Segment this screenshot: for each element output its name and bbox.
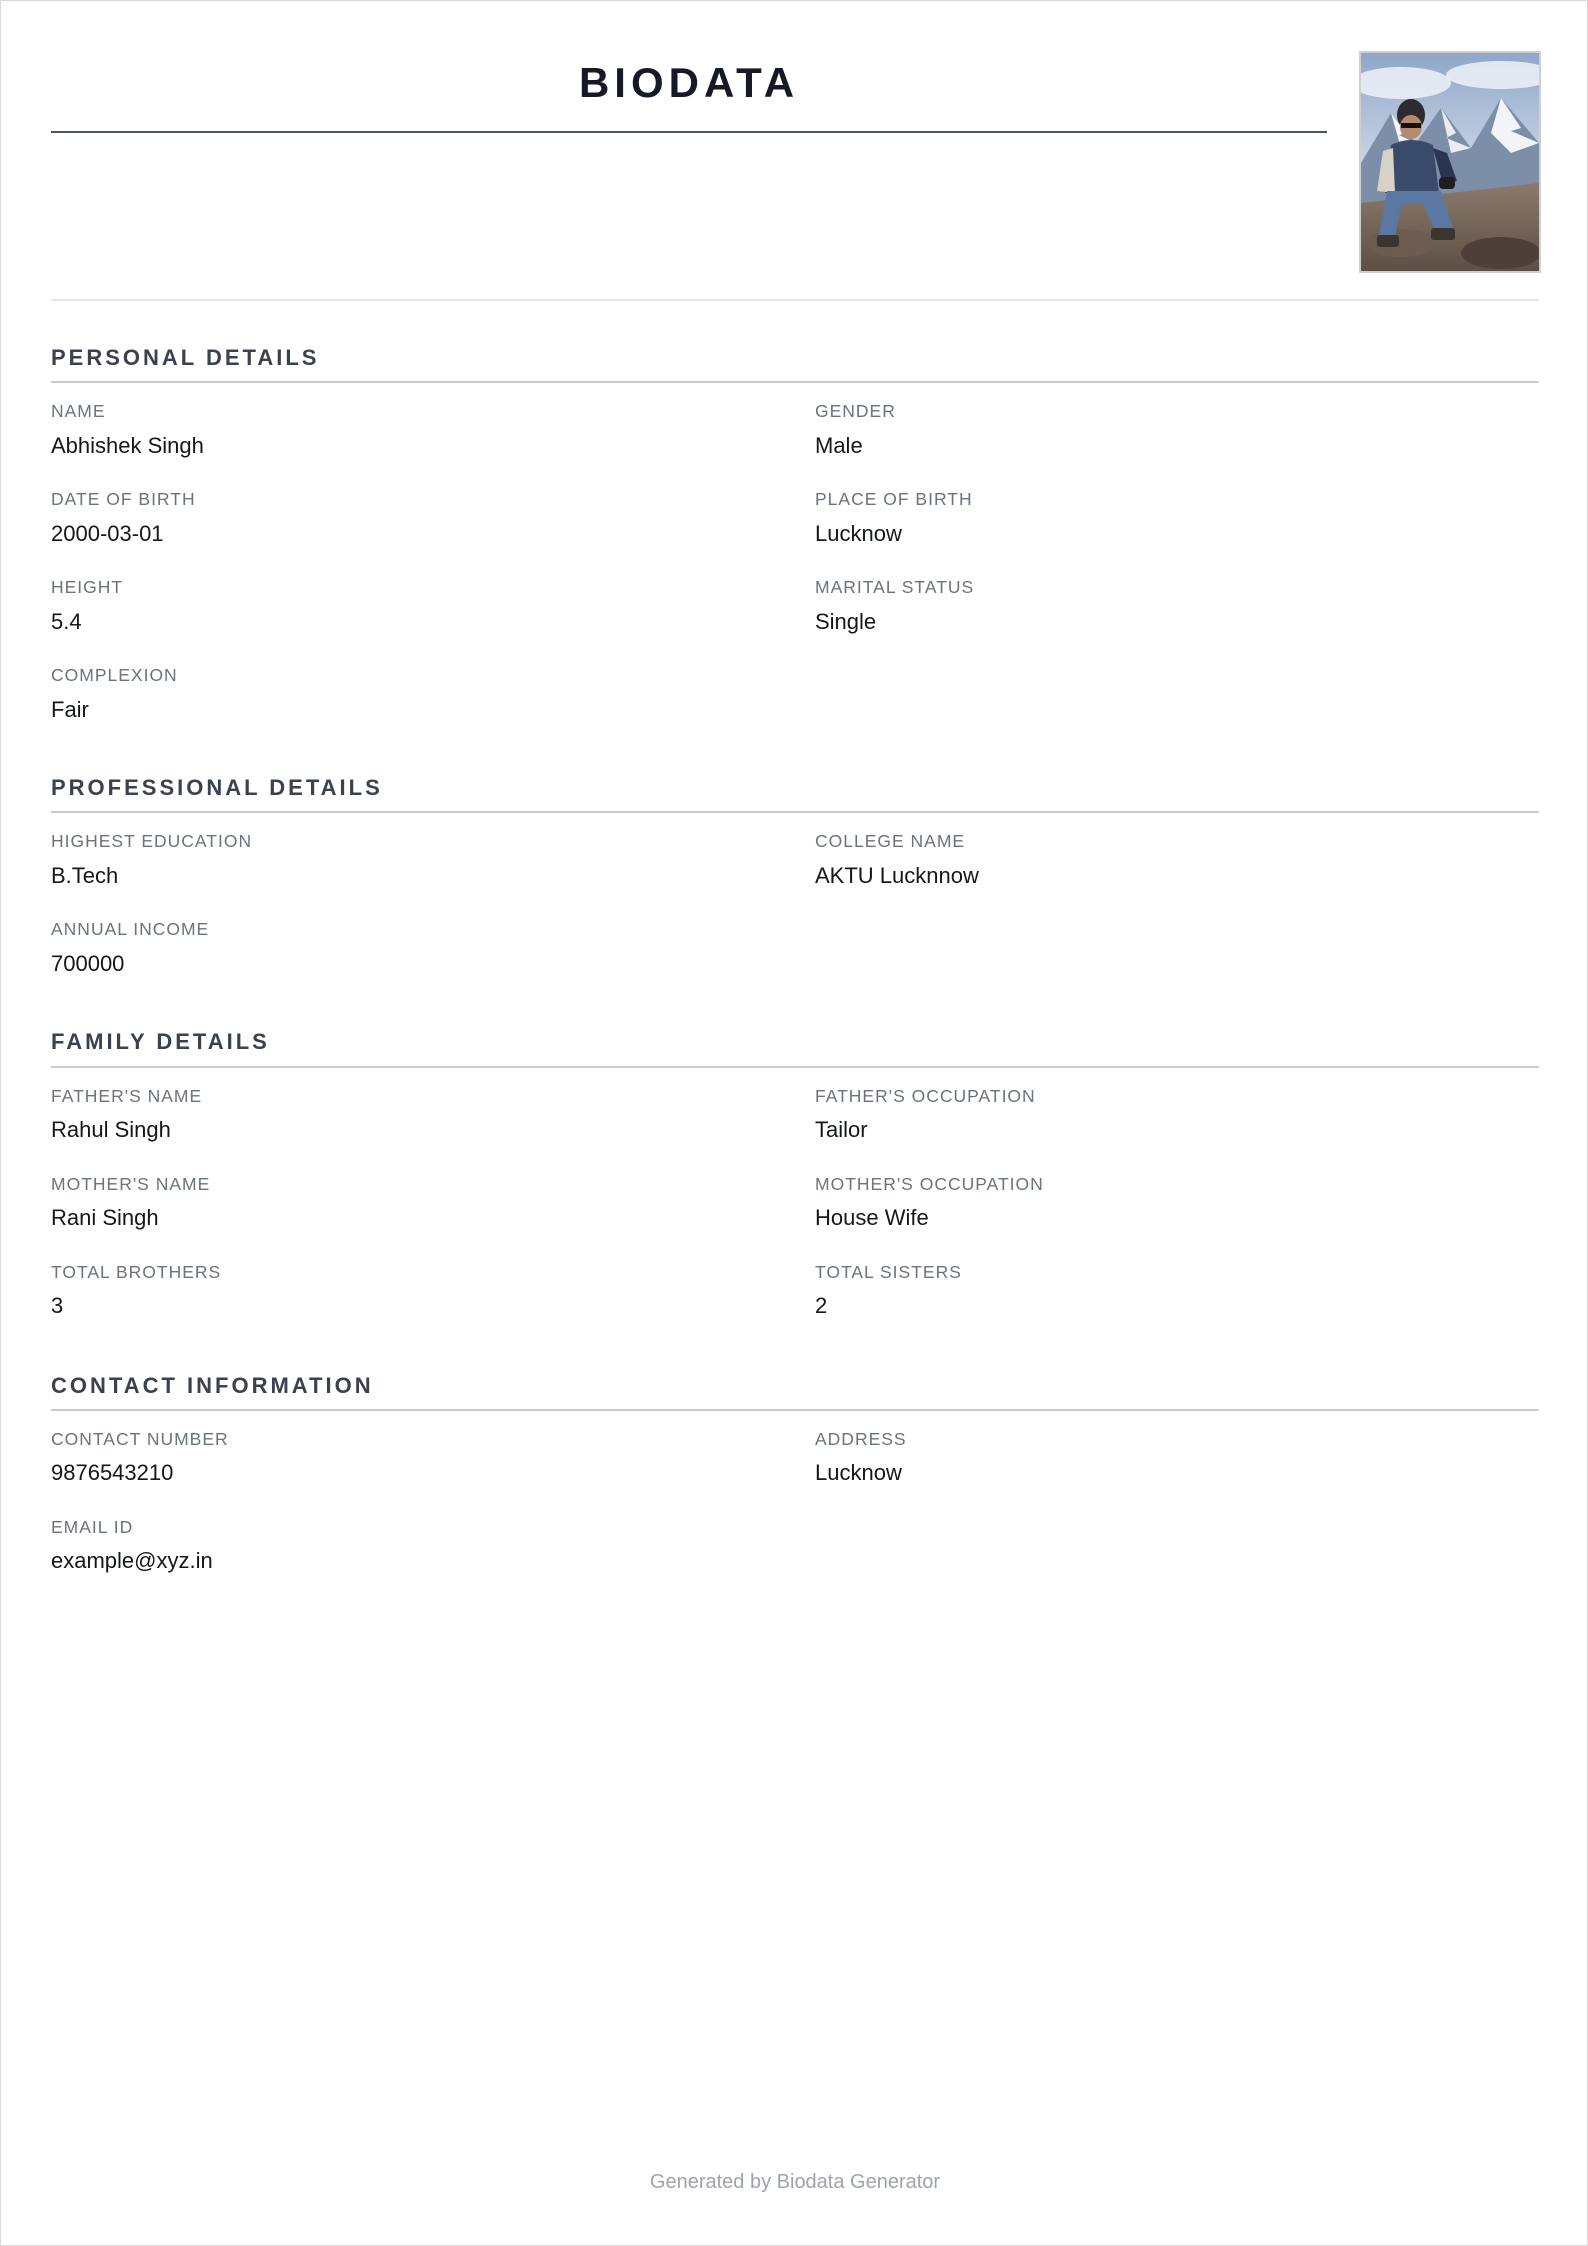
field-value-college: AKTU Lucknnow <box>815 863 979 888</box>
field-label-email: EMAIL ID <box>51 1517 134 1537</box>
field-value-father-name: Rahul Singh <box>51 1117 171 1142</box>
field-value-contact-number: 9876543210 <box>51 1460 174 1485</box>
field-label-father-occupation: FATHER'S OCCUPATION <box>815 1086 1036 1106</box>
section-title-family: FAMILY DETAILS <box>51 1029 270 1054</box>
field-label-mother-occupation: MOTHER'S OCCUPATION <box>815 1174 1044 1194</box>
field-value-education: B.Tech <box>51 863 119 888</box>
field-label-contact-number: CONTACT NUMBER <box>51 1429 229 1449</box>
field-value-income: 700000 <box>51 951 125 976</box>
field-label-total-brothers: TOTAL BROTHERS <box>51 1262 222 1282</box>
section-divider-personal <box>51 381 1539 383</box>
field-value-complexion: Fair <box>51 697 89 722</box>
section-divider-contact <box>51 1409 1539 1411</box>
field-label-total-sisters: TOTAL SISTERS <box>815 1262 962 1282</box>
section-title-contact: CONTACT INFORMATION <box>51 1373 374 1398</box>
field-value-mother-name: Rani Singh <box>51 1205 159 1230</box>
field-value-marital-status: Single <box>815 609 877 634</box>
field-label-mother-name: MOTHER'S NAME <box>51 1174 211 1194</box>
field-label-income: ANNUAL INCOME <box>51 919 210 939</box>
field-value-address: Lucknow <box>815 1460 902 1485</box>
field-value-email: example@xyz.in <box>51 1548 213 1573</box>
field-label-dob: DATE OF BIRTH <box>51 489 196 509</box>
profile-photo-image <box>1361 53 1539 271</box>
section-divider-family <box>51 1066 1539 1068</box>
field-label-name: NAME <box>51 401 106 421</box>
field-value-total-sisters: 2 <box>815 1293 828 1318</box>
profile-photo <box>1359 51 1541 273</box>
section-divider-professional <box>51 811 1539 813</box>
field-value-father-occupation: Tailor <box>815 1117 868 1142</box>
field-value-total-brothers: 3 <box>51 1293 64 1318</box>
field-value-name: Abhishek Singh <box>51 433 204 458</box>
field-label-marital-status: MARITAL STATUS <box>815 577 975 597</box>
title-divider <box>51 131 1327 133</box>
field-value-gender: Male <box>815 433 863 458</box>
section-title-personal: PERSONAL DETAILS <box>51 345 320 370</box>
field-label-college: COLLEGE NAME <box>815 831 966 851</box>
field-value-height: 5.4 <box>51 609 82 634</box>
header-divider <box>51 299 1539 301</box>
field-label-education: HIGHEST EDUCATION <box>51 831 253 851</box>
section-title-professional: PROFESSIONAL DETAILS <box>51 775 383 800</box>
page-title: BIODATA <box>578 59 800 106</box>
field-label-father-name: FATHER'S NAME <box>51 1086 203 1106</box>
field-value-dob: 2000-03-01 <box>51 521 164 546</box>
field-label-height: HEIGHT <box>51 577 124 597</box>
field-label-address: ADDRESS <box>815 1429 907 1449</box>
field-label-gender: GENDER <box>815 401 896 421</box>
field-value-pob: Lucknow <box>815 521 902 546</box>
field-value-mother-occupation: House Wife <box>815 1205 929 1230</box>
field-label-complexion: COMPLEXION <box>51 665 178 685</box>
field-label-pob: PLACE OF BIRTH <box>815 489 973 509</box>
footer-note: Generated by Biodata Generator <box>649 2171 941 2193</box>
